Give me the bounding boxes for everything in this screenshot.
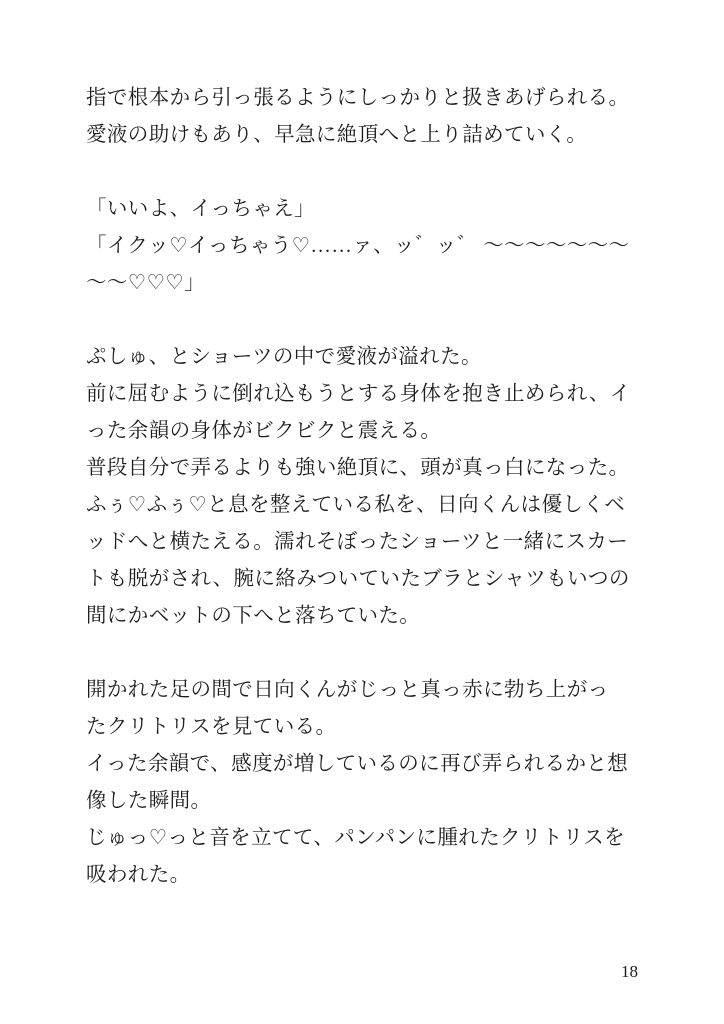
text-line: 前に屈むように倒れ込もうとする身体を抱き止められ、イ: [86, 383, 631, 405]
text-line: 「いいよ、イっちゃえ」: [86, 198, 316, 220]
paragraph: [86, 672, 642, 894]
text-line: 吸われた。: [86, 864, 191, 886]
paragraph: [86, 191, 642, 302]
text-line: たクリトリスを見ている。: [86, 716, 337, 738]
text-line: 間にかベットの下へと落ちていた。: [86, 605, 421, 627]
text-line: 普段自分で弄るよりも強い絶頂に、頭が真っ白になった。: [86, 457, 630, 479]
text-line: 愛液の助けもあり、早急に絶頂へと上り詰めていく。: [86, 124, 588, 146]
document-text-body: [86, 80, 642, 894]
text-line: 開かれた足の間で日向くんがじっと真っ赤に勃ち上がっ: [86, 679, 609, 701]
text-line: 「イクッ♡イっちゃう♡……ァ、ッ゛ッ゛ 〜〜〜〜〜〜〜: [86, 235, 630, 257]
text-line: イった余韻で、感度が増しているのに再び弄られるかと想: [86, 753, 629, 775]
text-line: った余韻の身体がビクビクと震える。: [86, 420, 442, 442]
text-line: トも脱がされ、腕に絡みついていたブラとシャツもいつの: [86, 568, 630, 590]
paragraph-spacer: [86, 302, 642, 339]
text-line: ぷしゅ、とショーツの中で愛液が溢れた。: [86, 346, 482, 368]
paragraph: [86, 339, 642, 635]
text-line: 指で根本から引っ張るようにしっかりと扱きあげられる。: [86, 87, 630, 109]
text-line: ふぅ♡ふぅ♡と息を整えている私を、日向くんは優しくベ: [86, 494, 626, 516]
paragraph-spacer: [86, 635, 642, 672]
text-line: 〜〜♡♡♡」: [86, 272, 206, 294]
page-number: 18: [621, 962, 638, 981]
text-line: じゅっ♡っと音を立てて、パンパンに腫れたクリトリスを: [86, 827, 626, 849]
text-line: 像した瞬間。: [86, 790, 212, 812]
paragraph: [86, 80, 642, 154]
text-line: ッドへと横たえる。濡れそぼったショーツと一緒にスカー: [86, 531, 629, 553]
paragraph-spacer: [86, 154, 642, 191]
